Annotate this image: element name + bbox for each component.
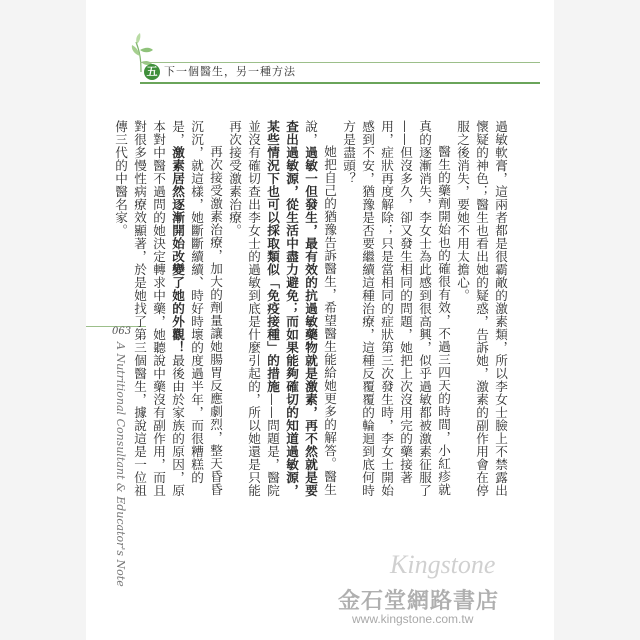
paragraph [111, 120, 225, 508]
header-rule [140, 82, 540, 84]
chapter-badge: 五 [144, 64, 160, 80]
book-title: A Nutritional Consultant & Educator's Note [114, 342, 127, 587]
watermark-url: www.kingstone.com.tw [352, 612, 474, 626]
page-number: 063 [112, 326, 132, 337]
paragraph-text: ——問題是，醫院並沒有確切查出李女士的過敏到底是什麼引起的，所以她還是只能再次接受激素治療。 [227, 120, 280, 497]
paragraph [225, 120, 339, 508]
paragraph: 過敏軟膏，這兩者都是很霸敵的激素類，所以李女士臉上不禁露出懷疑的神色；醫生也看出她的疑惑，告訴她，激素的副作用會在停服之後消失，要她不用太擔心。 [455, 120, 508, 497]
paragraph-text: 她把自己的猶豫告訴醫生，希望醫生能給她更多的解答。醫生說， [303, 120, 337, 497]
paragraph: 醫生的藥劑開始也的確很有效，不過三四天的時間，小紅疹就真的逐漸消失，李女士為此感到很高興，似乎過敏都被激素征服了——但沒多久，卻又發生相同的問題，她把上次沒用完的藥接著用，症狀再度解除；只是當相同的症狀第三次發生時，李女士開始感到不安，猶豫是否要繼續這種治療，這種反覆覆的輪迴到底何時方是盡頭？ [341, 120, 451, 497]
header-rule-top [140, 62, 540, 63]
paragraph-text: 再次接受激素治療，加大的劑量讓她腸胃反應劇烈，整天昏昏沉沉，就這樣，她斷斷續續、時好時壞的度過半年，而很糟糕的是， [170, 120, 223, 497]
chapter-title: 下一個醫生，另一種方法 [164, 65, 296, 78]
emphasis-text: 過敏一但發生，最有效的抗過敏藥物就是激素，再不然就是要查出過敏源，從生活中盡力避免；而如果能夠確切的知道過敏源，某些情況下也可以採取類似「免疫接種」的措施 [265, 120, 318, 497]
watermark-name: 金石堂網路書店 [338, 588, 500, 614]
emphasis-text: 激素居然逐漸開始改變了她的外觀！ [170, 146, 185, 354]
paragraph-text: 最後由於家族的原因，原本對中醫不過問的她決定轉求中藥，她聽說中藥沒有副作用，而且對很多慢性病療效顯著，於是她找了第三個醫生，據說這是一位祖傳三代的中醫名家。 [113, 120, 185, 497]
watermark-brand: Kingstone [390, 550, 496, 579]
